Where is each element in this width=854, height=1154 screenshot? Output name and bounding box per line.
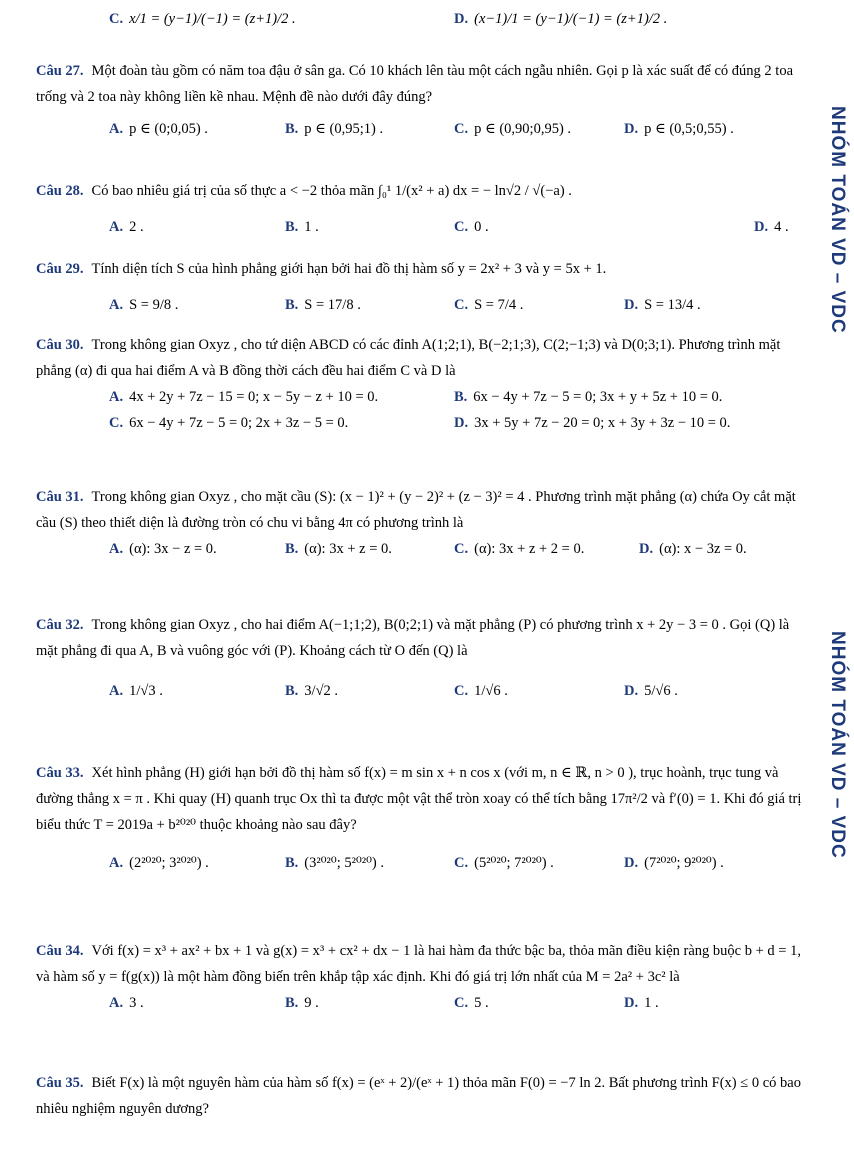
- question-number: Câu 32.: [36, 617, 84, 633]
- question-number: Câu 30.: [36, 337, 84, 353]
- options-row: [109, 292, 811, 318]
- question-34: [36, 938, 811, 1016]
- option-d[interactable]: D. 5/√6 .: [624, 683, 678, 699]
- question-32: [36, 612, 811, 704]
- options-row: [109, 410, 811, 436]
- question-number: Câu 28.: [36, 183, 84, 199]
- question-stem: Trong không gian Oxyz , cho tứ diện ABCD có các đỉnh A(1;2;1), B(−2;1;3), C(2;−1;3) và D(0;3;1). Phương trình mặt phẳng (α) đi qua hai điểm A và B đồng thời cách đều hai điểm C và D là: [36, 337, 781, 379]
- option-b[interactable]: B. p ∈ (0,95;1) .: [285, 121, 384, 137]
- options-row: [109, 384, 811, 410]
- side-label-bottom: NHÓM TOÁN VD – VDC: [827, 631, 848, 859]
- option-b[interactable]: B. S = 17/8 .: [285, 297, 361, 313]
- options-row: [109, 850, 811, 876]
- prev-option-c: C. x/1 = (y−1)/(−1) = (z+1)/2 .: [109, 11, 296, 27]
- question-stem: Xét hình phẳng (H) giới hạn bởi đồ thị hàm số f(x) = m sin x + n cos x (với m, n ∈ ℝ, n > 0 ), trục hoành, trục tung và đường thẳng x = π . Khi quay (H) quanh trục Ox thì ta được một vật thể tròn xoay có thể tích bằng 17π²/2 và f′(0) = 1. Khi đó giá trị biểu thức T = 2019a + b²⁰²⁰ thuộc khoảng nào sau đây?: [36, 765, 802, 833]
- option-c[interactable]: C. S = 7/4 .: [454, 297, 524, 313]
- option-c[interactable]: C. (5²⁰²⁰; 7²⁰²⁰) .: [454, 855, 554, 871]
- question-stem: Với f(x) = x³ + ax² + bx + 1 và g(x) = x³ + cx² + dx − 1 là hai hàm đa thức bậc ba, thỏa mãn điều kiện ràng buộc b + d = 1, và hàm số y = f(g(x)) là một hàm đồng biến trên khắp tập xác định. Khi đó giá trị lớn nhất của M = 2a² + 3c² là: [36, 943, 801, 985]
- option-c[interactable]: C. (α): 3x + z + 2 = 0.: [454, 541, 585, 557]
- option-d[interactable]: D. 3x + 5y + 7z − 20 = 0; x + 3y + 3z − 10 = 0.: [454, 415, 731, 431]
- option-a[interactable]: A. S = 9/8 .: [109, 297, 179, 313]
- option-a[interactable]: A. p ∈ (0;0,05) .: [109, 121, 208, 137]
- question-stem: Trong không gian Oxyz , cho hai điểm A(−1;1;2), B(0;2;1) và mặt phẳng (P) có phương trình x + 2y − 3 = 0 . Gọi (Q) là mặt phẳng đi qua A, B và vuông góc với (P). Khoảng cách từ O đến (Q) là: [36, 617, 790, 659]
- question-30: [36, 332, 811, 436]
- question-number: Câu 35.: [36, 1075, 84, 1091]
- options-row: [109, 536, 811, 562]
- options-row: [109, 678, 811, 704]
- option-c[interactable]: C. p ∈ (0,90;0,95) .: [454, 121, 572, 137]
- option-a[interactable]: A. 3 .: [109, 995, 144, 1011]
- question-35: [36, 1070, 811, 1122]
- options-row: [109, 990, 811, 1016]
- option-b[interactable]: B. 1 .: [285, 219, 319, 235]
- options-row: [109, 116, 811, 142]
- question-28: [36, 178, 811, 240]
- question-29: [36, 256, 811, 318]
- option-a[interactable]: A. (α): 3x − z = 0.: [109, 541, 217, 557]
- prev-option-d: D. (x−1)/1 = (y−1)/(−1) = (z+1)/2 .: [454, 11, 668, 27]
- question-31: [36, 484, 811, 562]
- option-d[interactable]: D. (7²⁰²⁰; 9²⁰²⁰) .: [624, 855, 724, 871]
- option-d[interactable]: D. S = 13/4 .: [624, 297, 701, 313]
- option-a[interactable]: A. 2 .: [109, 219, 144, 235]
- prev-question-options: [36, 6, 811, 32]
- question-stem: Một đoàn tàu gồm có năm toa đậu ở sân ga. Có 10 khách lên tàu một cách ngẫu nhiên. Gọi p là xác suất để có đúng 2 toa trống và 2 toa này không liền kề nhau. Mệnh đề nào dưới đây đúng?: [36, 63, 794, 105]
- option-c[interactable]: C. 5 .: [454, 995, 489, 1011]
- question-number: Câu 31.: [36, 489, 84, 505]
- option-d[interactable]: D. (α): x − 3z = 0.: [639, 541, 747, 557]
- question-number: Câu 27.: [36, 63, 84, 79]
- side-label-top: NHÓM TOÁN VD – VDC: [827, 106, 848, 334]
- option-c[interactable]: C. 1/√6 .: [454, 683, 508, 699]
- option-c[interactable]: C. 6x − 4y + 7z − 5 = 0; 2x + 3z − 5 = 0.: [109, 415, 349, 431]
- option-c[interactable]: C. 0 .: [454, 219, 489, 235]
- option-d[interactable]: D. 4 .: [754, 219, 789, 235]
- option-b[interactable]: B. 6x − 4y + 7z − 5 = 0; 3x + y + 5z + 10 = 0.: [454, 389, 723, 405]
- question-stem: Tính diện tích S của hình phẳng giới hạn bởi hai đồ thị hàm số y = 2x² + 3 và y = 5x + 1.: [91, 261, 607, 277]
- option-b[interactable]: B. 9 .: [285, 995, 319, 1011]
- question-33: [36, 760, 811, 876]
- option-d[interactable]: D. 1 .: [624, 995, 659, 1011]
- question-number: Câu 29.: [36, 261, 84, 277]
- option-d[interactable]: D. p ∈ (0,5;0,55) .: [624, 121, 734, 137]
- option-b[interactable]: B. (3²⁰²⁰; 5²⁰²⁰) .: [285, 855, 384, 871]
- question-stem: Trong không gian Oxyz , cho mặt cầu (S): (x − 1)² + (y − 2)² + (z − 3)² = 4 . Phương trình mặt phẳng (α) chứa Oy cắt mặt cầu (S) theo thiết diện là đường tròn có chu vi bằng 4π có phương trình là: [36, 489, 796, 531]
- question-stem: Có bao nhiêu giá trị của số thực a < −2 thỏa mãn ∫₀¹ 1/(x² + a) dx = − ln√2 / √(−a) .: [91, 183, 572, 199]
- options-row: [109, 214, 811, 240]
- question-number: Câu 33.: [36, 765, 84, 781]
- question-27: [36, 58, 811, 142]
- option-a[interactable]: A. 1/√3 .: [109, 683, 163, 699]
- option-b[interactable]: B. (α): 3x + z = 0.: [285, 541, 392, 557]
- option-a[interactable]: A. (2²⁰²⁰; 3²⁰²⁰) .: [109, 855, 209, 871]
- question-number: Câu 34.: [36, 943, 84, 959]
- option-b[interactable]: B. 3/√2 .: [285, 683, 339, 699]
- option-a[interactable]: A. 4x + 2y + 7z − 15 = 0; x − 5y − z + 10 = 0.: [109, 389, 379, 405]
- question-stem: Biết F(x) là một nguyên hàm của hàm số f(x) = (eˣ + 2)/(eˣ + 1) thỏa mãn F(0) = −7 ln 2. Bất phương trình F(x) ≤ 0 có bao nhiêu nghiệm nguyên dương?: [36, 1075, 801, 1117]
